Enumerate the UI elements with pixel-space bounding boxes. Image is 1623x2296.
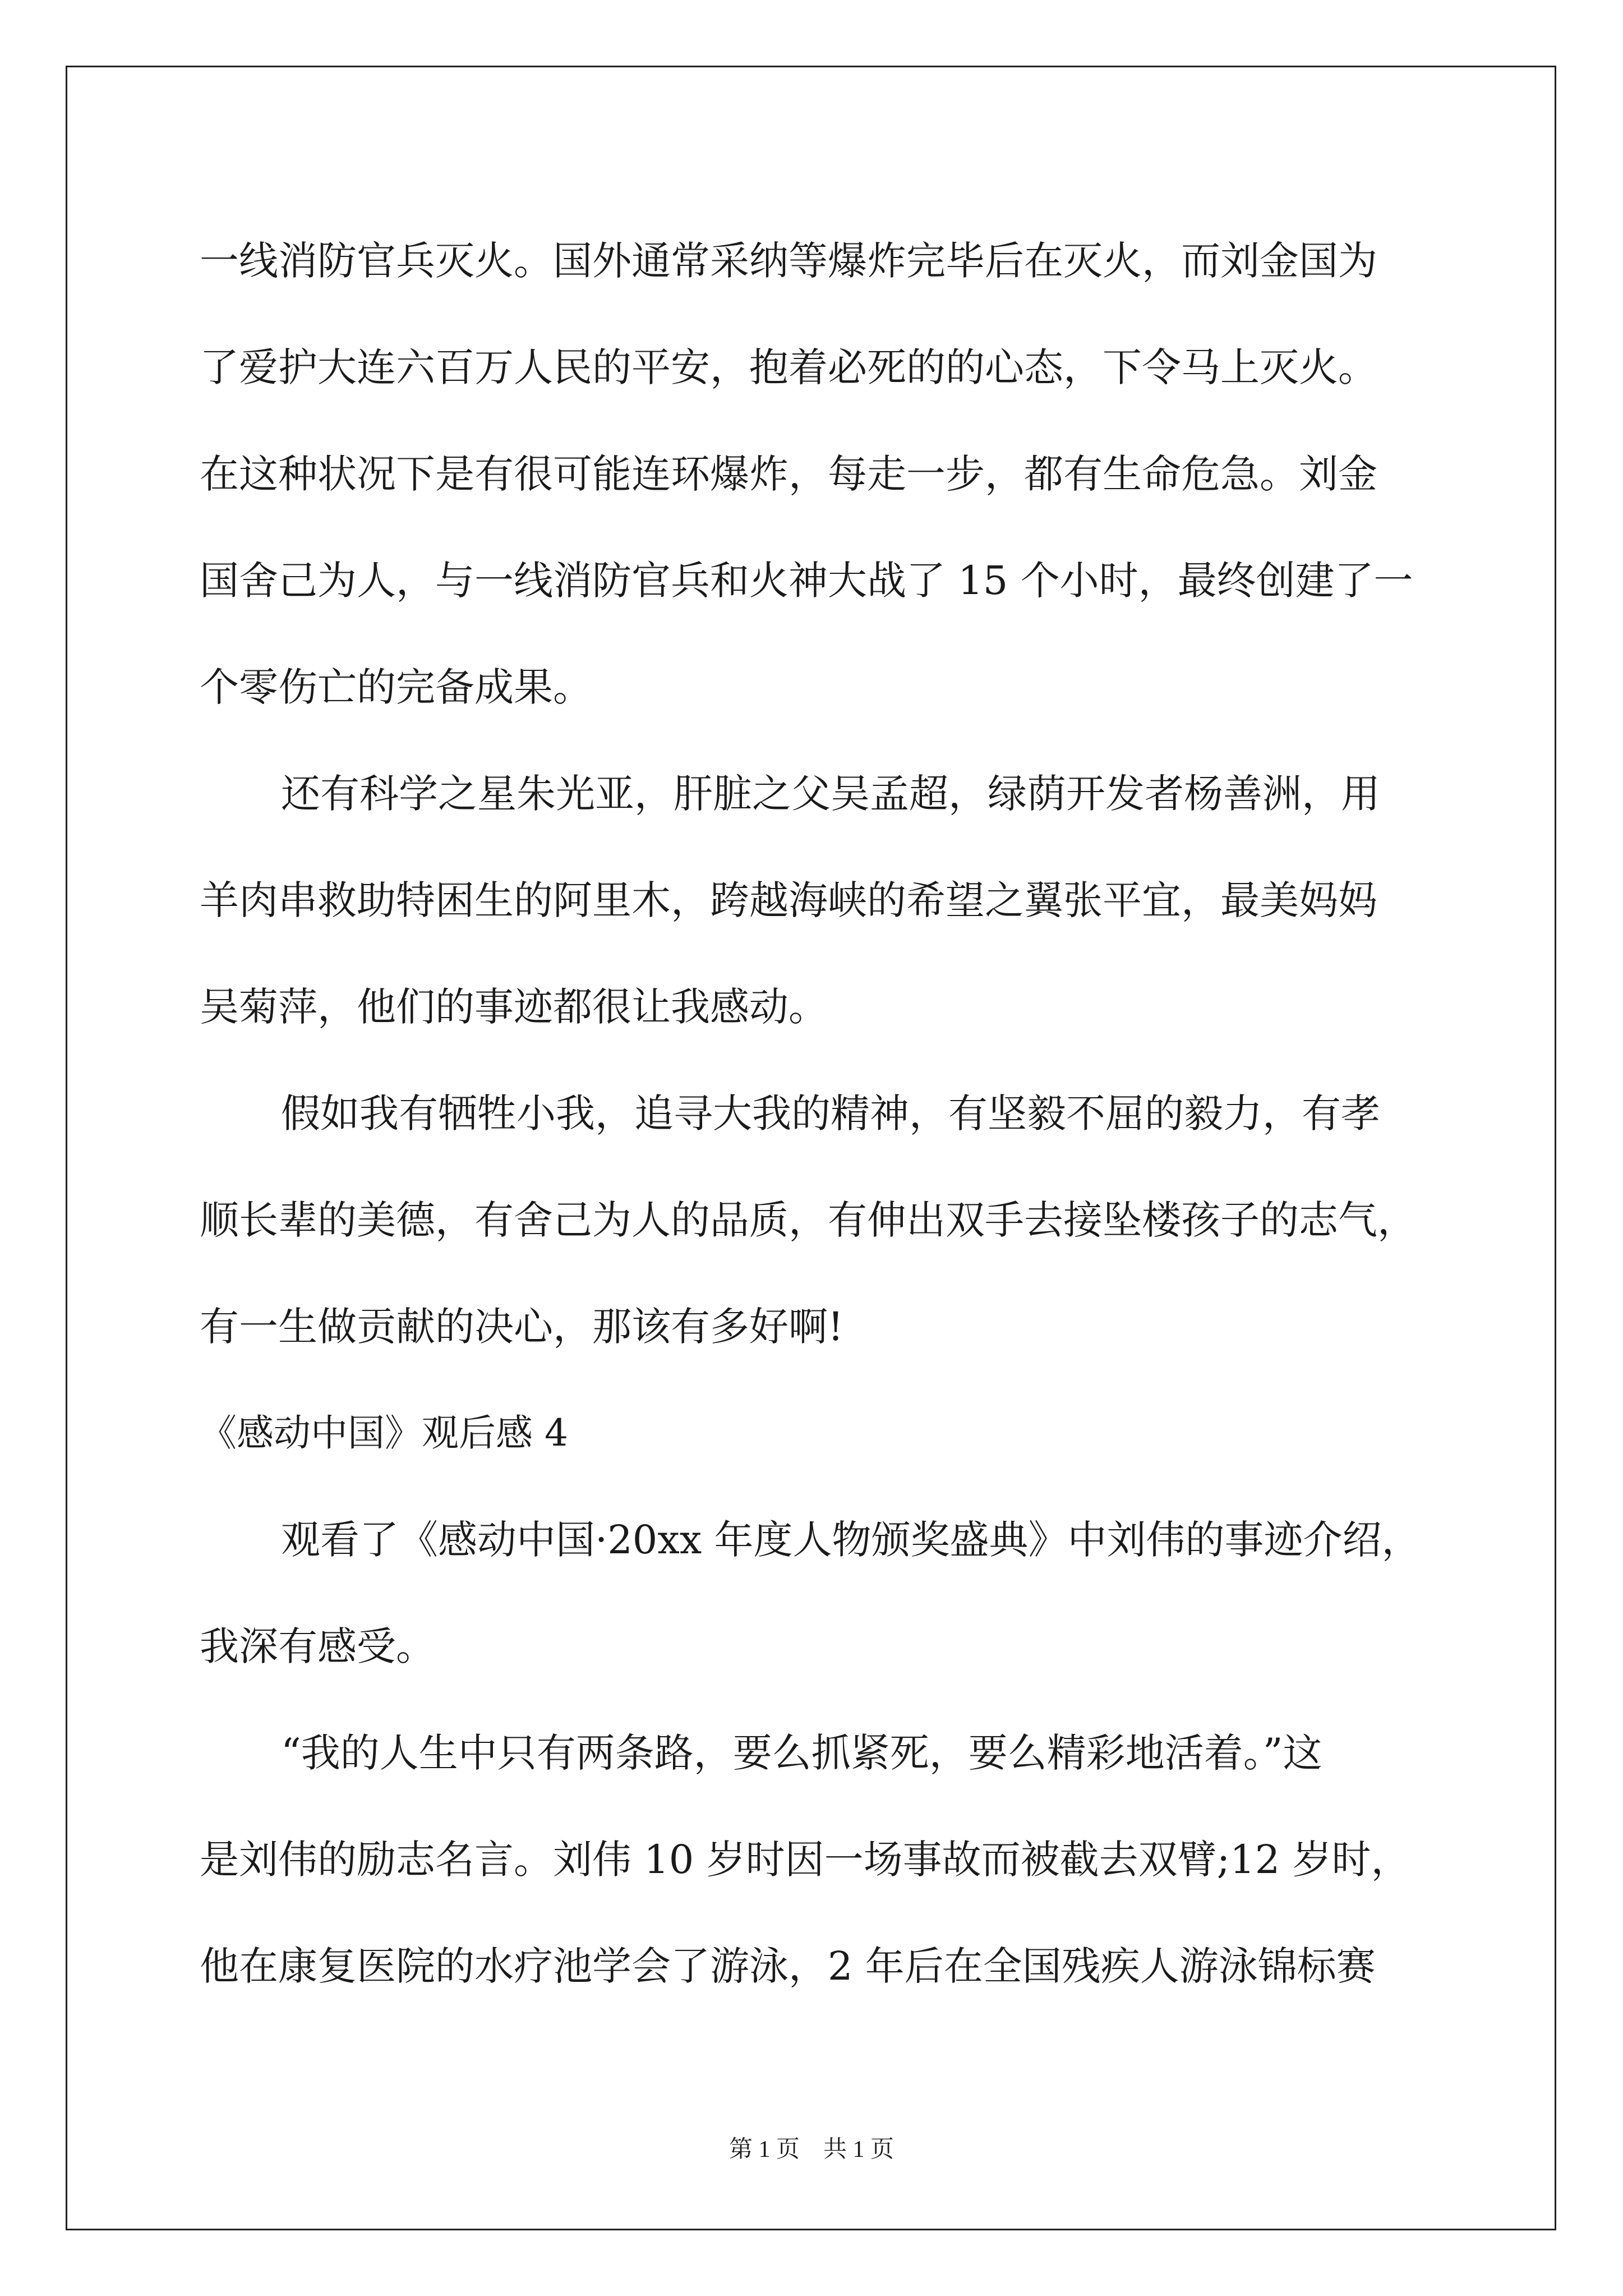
text-line: 有一生做贡献的决心，那该有多好啊! <box>200 1304 844 1350</box>
text-line: 羊肉串救助特困生的阿里木，跨越海峡的希望之翼张平宜，最美妈妈 <box>200 877 1377 923</box>
section-heading: 《感动中国》观后感 4 <box>200 1411 568 1455</box>
text-line: 个零伤亡的完备成果。 <box>200 664 592 710</box>
paragraph-first-line: 还有科学之星朱光亚，肝脏之父吴孟超，绿荫开发者杨善洲，用 <box>281 771 1380 817</box>
text-line: 顺长辈的美德，有舍己为人的品质，有伸出双手去接坠楼孩子的志气， <box>200 1197 1417 1243</box>
text-line: 了爱护大连六百万人民的平安，抱着必死的的心态，下令马上灭火。 <box>200 344 1377 390</box>
paragraph-first-line: “我的人生中只有两条路，要么抓紧死，要么精彩地活着。”这 <box>281 1730 1322 1776</box>
text-line: 吴菊萍，他们的事迹都很让我感动。 <box>200 984 828 1030</box>
text-line: 国舍己为人，与一线消防官兵和火神大战了 15 个小时，最终创建了一 <box>200 558 1413 604</box>
document-body <box>200 208 1422 2019</box>
paragraph-first-line: 假如我有牺牲小我，追寻大我的精神，有坚毅不屈的毅力，有孝 <box>281 1091 1380 1137</box>
paragraph-first-line: 观看了《感动中国·20xx 年度人物颁奖盛典》中刘伟的事迹介绍， <box>281 1517 1421 1563</box>
text-line: 一线消防官兵灭火。国外通常采纳等爆炸完毕后在灭火，而刘金国为 <box>200 238 1377 284</box>
page-number-footer: 第 1 页 共 1 页 <box>728 2137 894 2162</box>
text-line: 他在康复医院的水疗池学会了游泳，2 年后在全国残疾人游泳锦标赛 <box>200 1943 1376 1989</box>
text-line: 在这种状况下是有很可能连环爆炸，每走一步，都有生命危急。刘金 <box>200 451 1377 497</box>
text-line: 我深有感受。 <box>200 1623 435 1669</box>
text-line: 是刘伟的励志名言。刘伟 10 岁时因一场事故而被截去双臂;12 岁时， <box>200 1837 1410 1883</box>
